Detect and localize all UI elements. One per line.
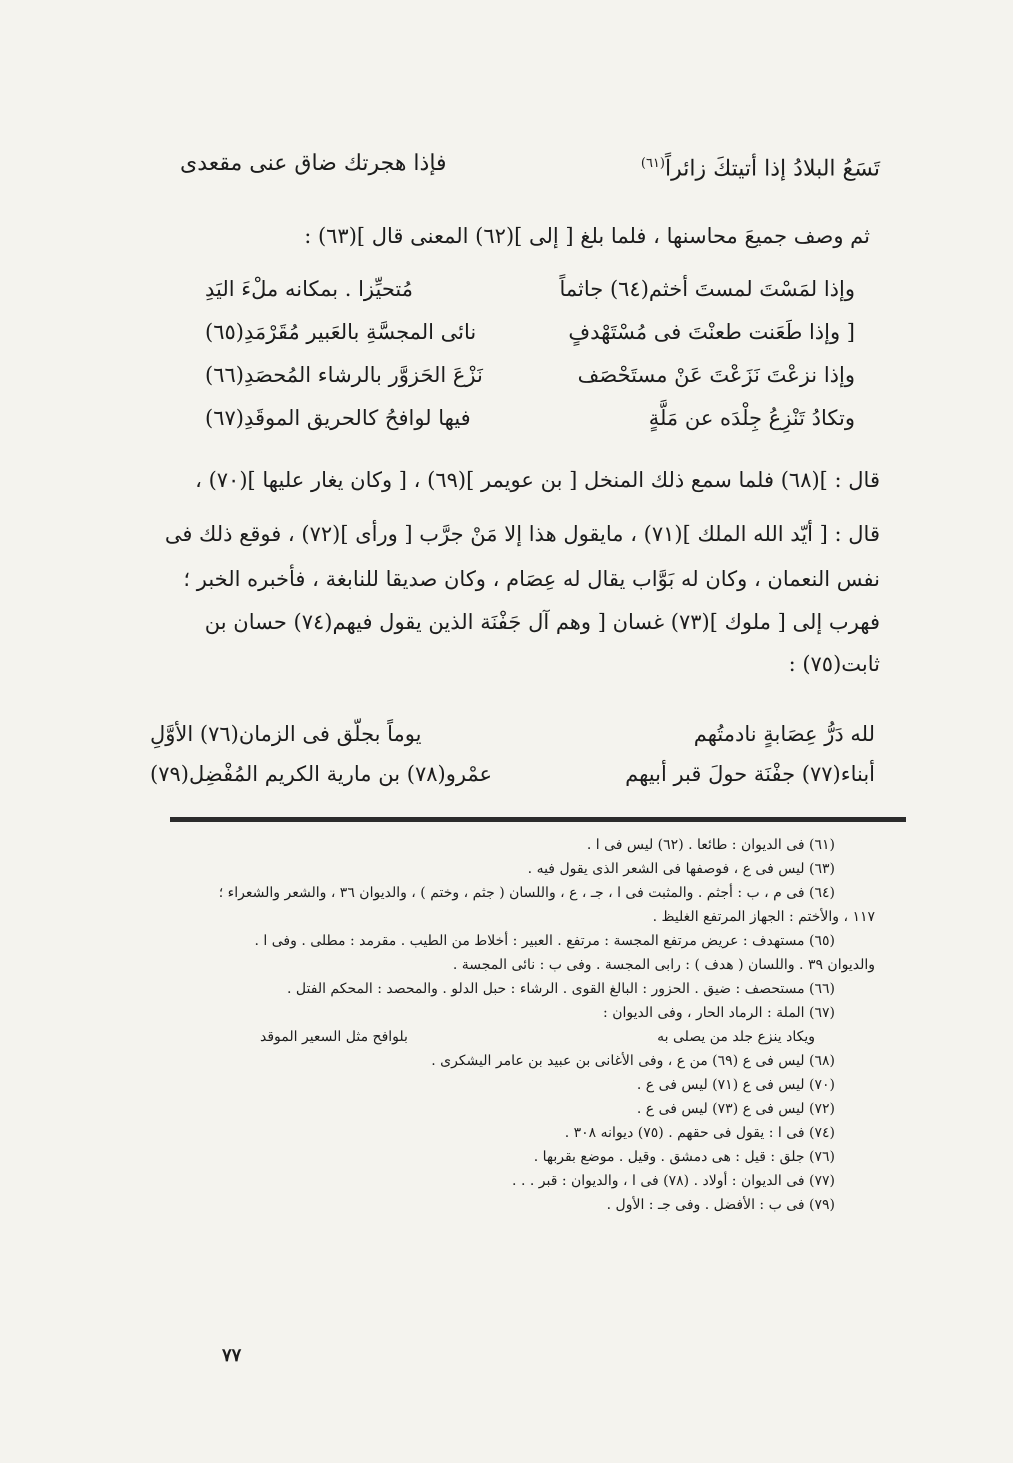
footnote-line: (٦١) فى الديوان : طائعا . (٦٢) ليس فى ا . [586, 837, 835, 853]
page-number: ٧٧ [222, 1345, 242, 1366]
opening-verse-first-half [540, 146, 880, 187]
footnote-line: (٧٢) ليس فى ع (٧٣) ليس فى ع . [636, 1101, 835, 1117]
footnote-line: (٧٧) فى الديوان : أولاد . (٧٨) فى ا ، والديوان : قبر . . . [512, 1173, 835, 1189]
footnote-line: (٧٠) ليس فى ع (٧١) ليس فى ع . [636, 1077, 835, 1093]
quote-second-half: بلوافح مثل السعير الموقد [260, 1029, 408, 1045]
footnote-line: (٦٤) فى م ، ب : أجثم . والمثبت فى ا ، جـ ، ع ، واللسان ( جثم ، وختم ) ، والديوان ٣٦ ، والشعر والشعراء ؛ [218, 885, 835, 901]
footnotes [140, 833, 875, 1217]
prose-line: فهرب إلى [ ملوك ](٧٣) غسان [ وهم آل جَفْنَة الذين يقول فيهم(٧٤) حسان بن [204, 610, 880, 634]
verse-second-half: عمْرو(٧٨) بن مارية الكريم المُفْضِل(٧٩) [150, 762, 493, 786]
verse-second-half: فيها لوافحُ كالحريق الموقَدِ(٦٧) [205, 406, 471, 430]
poem-two [150, 714, 875, 794]
poem-one-verse [205, 354, 855, 397]
poem-one [205, 268, 855, 440]
footnote-line: (٧٩) فى ب : الأفضل . وفى جـ : الأول . [606, 1197, 835, 1213]
prose-line: قال : [ أيّد الله الملك ](٧١) ، مايقول هذا إلا مَنْ جرَّب [ ورأى ](٧٢) ، فوقع ذلك فى [164, 522, 880, 546]
verse-second-half: نائى المجسَّةِ بالعَبير مُقَرْمَدِ(٦٥) [205, 320, 477, 344]
poem-two-verse [150, 754, 875, 794]
verse-first-half: وإذا نزعْتَ نَزَعْتَ عَنْ مستَحْصَف [577, 363, 855, 387]
footnote-marker: (٦١) [640, 156, 665, 171]
footnote-line: (٦٥) مستهدف : عريض مرتفع المجسة : مرتفع . العبير : أخلاط من الطيب . مقرمد : مطلى . وفى ا . [254, 933, 835, 949]
footnote-line: (٧٦) جلق : قيل : هى دمشق . وقيل . موضع بقربها . [533, 1149, 835, 1165]
opening-verse-second-half: فإذا هجرتك ضاق عنى مقعدى [180, 151, 447, 176]
verse-first-half: وتكادُ تَنْزِعُ جِلْدَه عن مَلَّةٍ [648, 406, 855, 430]
poem-two-verse [150, 714, 875, 754]
footnote-line: (٦٣) ليس فى ع ، فوصفها فى الشعر الذى يقول فيه . [527, 861, 835, 877]
verse-second-half: نَزْعَ الحَزوَّر بالرشاء المُحصَدِ(٦٦) [205, 363, 483, 387]
footnote-separator-rule [170, 817, 906, 822]
verse-second-half: مُتحيِّزا . بمكانه ملْءَ اليَدِ [205, 277, 413, 301]
verse-first-half: أبناء(٧٧) جفْنَة حولَ قبر أبيهم [625, 762, 875, 786]
footnote-line: (٦٨) ليس فى ع (٦٩) من ع ، وفى الأغانى بن عبيد بن عامر اليشكرى . [431, 1053, 835, 1069]
opening-verse-first-half-text: تَسَعُ البلادُ إذا أتيتكَ زائراً [665, 156, 880, 182]
verse-first-half: [ وإذا طَعَنت طعنْتَ فى مُسْتَهْدفٍ [568, 320, 855, 344]
quote-first-half: ويكاد ينزع جلد من يصلى به [657, 1029, 815, 1045]
footnote-line: (٦٦) مستحصف : ضيق . الحزور : البالغ القوى . الرشاء : حبل الدلو . والمحصد : المحكم الفتل . [287, 981, 835, 997]
verse-first-half: لله دَرُّ عِصَابةٍ نادمتُهم [693, 722, 875, 746]
opening-verse [180, 146, 880, 187]
footnote-line: ١١٧ ، والأختم : الجهاز المرتفع الغليظ . [652, 909, 875, 925]
footnote-line: (٧٤) فى ا : يقول فى حقهم . (٧٥) ديوانه ٣٠٨ . [564, 1125, 835, 1141]
prose-line: ثابت(٧٥) : [788, 652, 880, 676]
footnote-line: والديوان ٣٩ . واللسان ( هدف ) : رابى المجسة . وفى ب : نائى المجسة . [452, 957, 875, 973]
intro-line: ثم وصف جميعَ محاسنها ، فلما بلغ [ إلى ](٦٢) المعنى قال ](٦٣) : [304, 224, 870, 248]
prose-line: نفس النعمان ، وكان له بَوَّاب يقال له عِصَام ، وكان صديقا للنابغة ، فأخبره الخبر ؛ [183, 567, 880, 591]
poem-one-verse [205, 397, 855, 440]
poem-one-verse [205, 268, 855, 311]
verse-second-half: يوماً بجلّق فى الزمان(٧٦) الأوَّلِ [150, 722, 422, 746]
footnote-line: (٦٧) الملة : الرماد الحار ، وفى الديوان : [603, 1005, 835, 1021]
footnote-verse-quote [140, 1025, 875, 1049]
verse-first-half: وإذا لمَسْتَ لمستَ أخثم(٦٤) جاثماً [559, 277, 855, 301]
poem-one-verse [205, 311, 855, 354]
prose-line: قال : ](٦٨) فلما سمع ذلك المنخل [ بن عويمر ](٦٩) ، [ وكان يغار عليها ](٧٠) ، [195, 468, 880, 492]
